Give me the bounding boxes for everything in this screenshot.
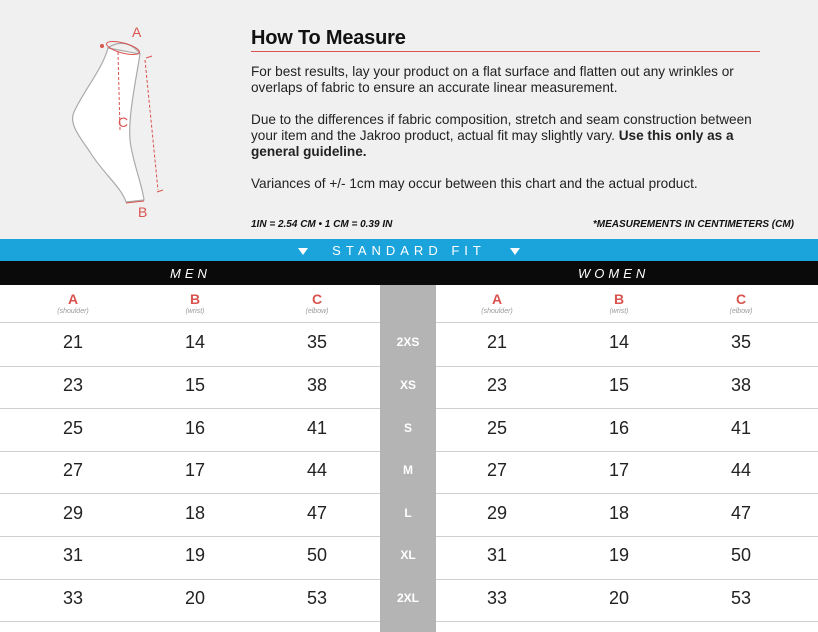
women-label: WOMEN [578, 266, 650, 281]
size-label: M [403, 463, 413, 478]
fit-banner [0, 239, 818, 261]
men-value: 27 [62, 460, 84, 481]
women-column-header [457, 291, 537, 316]
women-value: 23 [486, 374, 508, 395]
men-value: 21 [62, 332, 84, 353]
size-label: L [404, 505, 412, 520]
women-value: 27 [486, 460, 508, 481]
row-divider [436, 322, 818, 323]
men-value: 18 [184, 502, 206, 523]
men-value: 25 [62, 417, 84, 438]
column-letter: C [735, 291, 747, 307]
men-value: 17 [184, 460, 206, 481]
men-column-header [33, 291, 113, 316]
men-value: 35 [306, 332, 328, 353]
unit-note: *MEASUREMENTS IN CENTIMETERS (CM) [592, 219, 794, 230]
women-value: 20 [608, 587, 630, 608]
women-column-header [579, 291, 659, 316]
row-divider [436, 493, 818, 494]
fit-label: STANDARD FIT [332, 243, 486, 258]
women-value: 21 [486, 332, 508, 353]
women-value: 16 [608, 417, 630, 438]
instruction-paragraph-2 [251, 112, 781, 160]
men-value: 44 [306, 460, 328, 481]
women-value: 47 [730, 502, 752, 523]
men-value: 20 [184, 587, 206, 608]
women-value: 33 [486, 587, 508, 608]
men-value: 38 [306, 374, 328, 395]
page-title: How To Measure [251, 27, 406, 49]
row-divider [0, 451, 380, 452]
column-letter: B [189, 291, 201, 307]
women-value: 18 [608, 502, 630, 523]
women-value: 53 [730, 587, 752, 608]
instruction-paragraph-1: For best results, lay your product on a flat surface and flatten out any wrinkles or overlaps of fabric to ensure an accurate linear measurement. [251, 64, 734, 95]
men-label: MEN [170, 266, 211, 281]
paragraph-2-emphasis: Use this only as a general guideline. [251, 128, 734, 159]
women-value: 19 [608, 545, 630, 566]
size-label: 2XL [396, 590, 419, 605]
row-divider [436, 621, 818, 622]
women-value: 17 [608, 460, 630, 481]
men-value: 53 [306, 587, 328, 608]
column-letter: A [491, 291, 503, 307]
women-value: 29 [486, 502, 508, 523]
row-divider [0, 493, 380, 494]
women-value: 31 [486, 545, 508, 566]
column-letter: A [67, 291, 79, 307]
column-letter: B [613, 291, 625, 307]
row-divider [436, 536, 818, 537]
women-column-header [701, 291, 781, 316]
women-value: 38 [730, 374, 752, 395]
women-value: 15 [608, 374, 630, 395]
column-desc: (wrist) [609, 308, 629, 315]
men-value: 15 [184, 374, 206, 395]
gender-header [0, 261, 818, 285]
men-value: 29 [62, 502, 84, 523]
column-desc: (shoulder) [481, 308, 513, 315]
unit-conversion: 1IN = 2.54 CM • 1 CM = 0.39 IN [251, 219, 393, 230]
men-value: 16 [184, 417, 206, 438]
men-value: 19 [184, 545, 206, 566]
men-value: 23 [62, 374, 84, 395]
column-desc: (elbow) [305, 308, 329, 315]
size-label: S [403, 420, 412, 435]
row-divider [0, 621, 380, 622]
column-letter: C [311, 291, 323, 307]
row-divider [436, 451, 818, 452]
arm-sleeve-diagram [60, 20, 170, 225]
women-value: 35 [730, 332, 752, 353]
row-divider [0, 366, 380, 367]
women-value: 25 [486, 417, 508, 438]
men-value: 50 [306, 545, 328, 566]
row-divider [0, 579, 380, 580]
women-value: 50 [730, 545, 752, 566]
men-value: 47 [306, 502, 328, 523]
column-desc: (wrist) [185, 308, 205, 315]
men-value: 41 [306, 417, 328, 438]
label-c: C [118, 114, 129, 130]
instruction-paragraph-3: Variances of +/- 1cm may occur between this chart and the actual product. [251, 176, 698, 191]
label-a: A [132, 24, 142, 40]
men-value: 14 [184, 332, 206, 353]
women-value: 14 [608, 332, 630, 353]
men-column-header [277, 291, 357, 316]
measure-guide-panel [0, 0, 818, 239]
women-value: 44 [730, 460, 752, 481]
column-desc: (elbow) [729, 308, 753, 315]
men-column-header [155, 291, 235, 316]
men-value: 33 [62, 587, 84, 608]
row-divider [436, 408, 818, 409]
down-triangle-icon [298, 248, 308, 255]
row-divider [436, 579, 818, 580]
row-divider [0, 322, 380, 323]
down-triangle-icon [510, 248, 520, 255]
label-b: B [138, 204, 148, 220]
size-label: XL [400, 548, 416, 563]
row-divider [0, 536, 380, 537]
size-label: 2XS [396, 335, 420, 350]
paragraph-2-text: Due to the differences if fabric composition, stretch and seam construction between your item and the Jakroo product, actual fit may slightly vary. [251, 112, 752, 143]
title-divider [251, 51, 760, 52]
women-value: 41 [730, 417, 752, 438]
men-value: 31 [62, 545, 84, 566]
column-desc: (shoulder) [57, 308, 89, 315]
row-divider [436, 366, 818, 367]
size-label: XS [399, 377, 416, 392]
row-divider [0, 408, 380, 409]
